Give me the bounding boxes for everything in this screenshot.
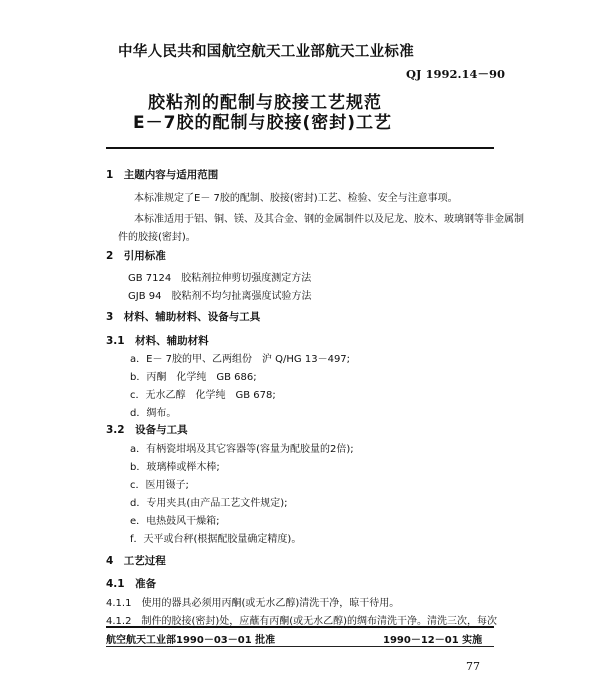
standard-code: QJ 1992.14－90 [406,67,505,81]
clause-4-1-1: 4.1.1 使用的器具必须用丙酮(或无水乙醇)清洗干净，晾干待用。 [106,598,400,609]
list-item: a．有柄瓷坩埚及其它容器等(容量为配胶量的2倍); [130,444,354,455]
title-divider [106,147,494,149]
section-3-2-heading: 3.2 设备与工具 [106,424,188,436]
list-item: f．天平或台秤(根据配胶量确定精度)。 [130,534,302,545]
issuing-organization: 中华人民共和国航空航天工业部航天工业标准 [118,44,414,60]
list-item: d．专用夹具(由产品工艺文件规定); [130,498,288,509]
section-1-paragraph-2-cont: 件的胶接(密封)。 [118,232,196,243]
implementation-date: 1990－12－01 实施 [383,635,483,646]
list-item: c．医用镊子; [130,480,189,491]
section-1-paragraph-2: 本标准适用于铝、铜、镁、及其合金、钢的金属制件以及尼龙、胶木、玻璃钢等非金属制 [134,214,524,225]
footer-rule-top [106,626,494,628]
section-4-heading: 4 工艺过程 [106,555,166,567]
list-item: d．绸布。 [130,408,177,419]
section-1-heading: 1 主题内容与适用范围 [106,169,219,181]
section-3-1-heading: 3.1 材料、辅助材料 [106,335,209,347]
list-item: c．无水乙醇 化学纯 GB 678; [130,390,276,401]
reference-gb7124: GB 7124 胶粘剂拉伸剪切强度测定方法 [128,273,312,284]
list-item: a．E－ 7胶的甲、乙两组份 沪 Q/HG 13－497; [130,354,351,365]
section-4-1-heading: 4.1 准备 [106,578,157,590]
list-item: b．丙酮 化学纯 GB 686; [130,372,257,383]
section-1-paragraph-1: 本标准规定了E－ 7胶的配制、胶接(密封)工艺、检验、安全与注意事项。 [134,193,458,204]
footer-rule-bottom [106,646,494,647]
document-title-line1: 胶粘剂的配制与胶接工艺规范 [148,93,382,113]
list-item: b．玻璃棒或榉木棒; [130,462,220,473]
section-3-heading: 3 材料、辅助材料、设备与工具 [106,311,261,323]
section-2-heading: 2 引用标准 [106,250,166,262]
approval-date: 航空航天工业部1990－03－01 批准 [106,635,276,646]
list-item: e．电热鼓风干燥箱; [130,516,220,527]
page-number: 77 [466,660,480,673]
document-title-line2: E－7胶的配制与胶接(密封)工艺 [133,113,392,133]
reference-gjb94: GJB 94 胶粘剂不均匀扯离强度试验方法 [128,291,312,302]
clause-4-1-2: 4.1.2 制件的胶接(密封)处，应蘸有丙酮(或无水乙醇)的绸布清洗干净。清洗三次，每次 [106,616,498,627]
